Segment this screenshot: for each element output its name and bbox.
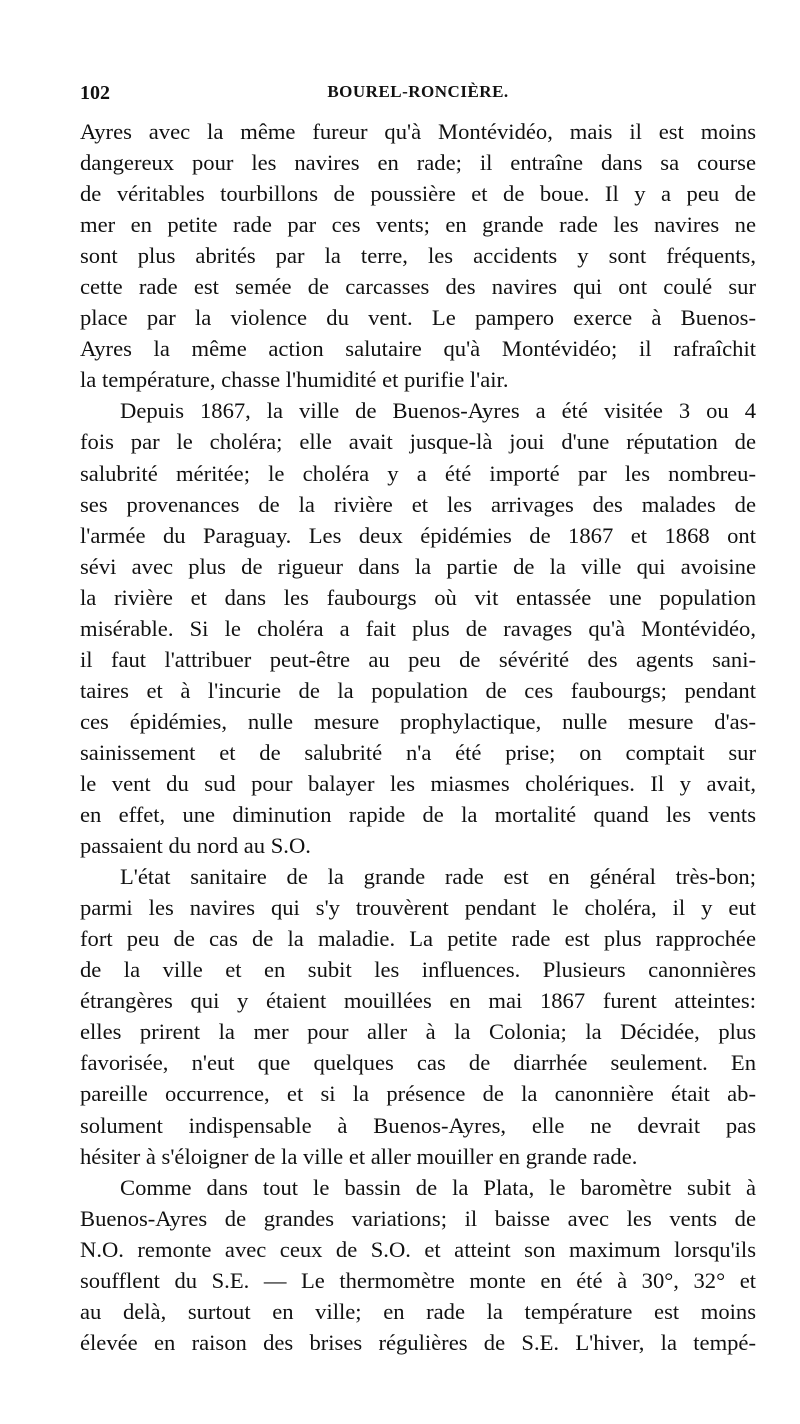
text-line: en effet, une diminution rapide de la mortalité quand les vents	[80, 802, 756, 828]
text-line: Ayres la même action salutaire qu'à Montévidéo; il rafraîchit	[80, 336, 756, 362]
text-line: elles prirent la mer pour aller à la Colonia; la Décidée, plus	[80, 1019, 756, 1045]
text-line: misérable. Si le choléra a fait plus de ravages qu'à Montévidéo,	[80, 615, 756, 641]
text-line: ses provenances de la rivière et les arrivages des malades de	[80, 491, 756, 517]
text-line: cette rade est semée de carcasses des navires qui ont coulé sur	[80, 274, 756, 300]
text-line: hésiter à s'éloigner de la ville et aller mouiller en grande rade.	[80, 1143, 638, 1169]
text-line: soufflent du S.E. — Le thermomètre monte en été à 30°, 32° et	[80, 1267, 756, 1293]
text-line: fort peu de cas de la maladie. La petite rade est plus rapprochée	[80, 926, 756, 952]
text-line: élevée en raison des brises régulières de S.E. L'hiver, la tempé-	[80, 1329, 756, 1355]
text-line: de véritables tourbillons de poussière et de boue. Il y a peu de	[80, 181, 756, 207]
text-line: L'état sanitaire de la grande rade est en général très-bon;	[120, 864, 756, 890]
page-number: 102	[80, 82, 110, 104]
text-line: le vent du sud pour balayer les miasmes cholériques. Il y avait,	[80, 770, 756, 796]
text-line: favorisée, n'eut que quelques cas de diarrhée seulement. En	[80, 1050, 756, 1076]
text-line: il faut l'attribuer peut-être au peu de sévérité des agents sani-	[80, 646, 756, 672]
text-line: l'armée du Paraguay. Les deux épidémies de 1867 et 1868 ont	[80, 522, 756, 548]
text-line: sont plus abrités par la terre, les accidents y sont fréquents,	[80, 243, 756, 269]
page-header	[80, 82, 756, 112]
text-line: mer en petite rade par ces vents; en grande rade les navires ne	[80, 212, 756, 238]
text-line: étrangères qui y étaient mouillées en mai 1867 furent atteintes:	[80, 988, 756, 1014]
text-line: Ayres avec la même fureur qu'à Montévidéo, mais il est moins	[80, 119, 756, 144]
text-line: de la ville et en subit les influences. Plusieurs canonnières	[80, 957, 756, 983]
text-line: sévi avec plus de rigueur dans la partie de la ville qui avoisine	[80, 553, 756, 579]
text-line: salubrité méritée; le choléra y a été importé par les nombreu-	[80, 460, 756, 486]
text-line: solument indispensable à Buenos-Ayres, elle ne devrait pas	[80, 1112, 756, 1138]
text-line: taires et à l'incurie de la population de ces faubourgs; pendant	[80, 677, 756, 703]
text-line: place par la violence du vent. Le pampero exerce à Buenos-	[80, 305, 756, 331]
text-line: fois par le choléra; elle avait jusque-là joui d'une réputation de	[80, 429, 756, 455]
text-line: la température, chasse l'humidité et purifie l'air.	[80, 367, 509, 393]
body-text	[80, 116, 756, 1358]
text-line: pareille occurrence, et si la présence de la canonnière était ab-	[80, 1081, 756, 1107]
text-line: passaient du nord au S.O.	[80, 833, 311, 859]
text-line: Depuis 1867, la ville de Buenos-Ayres a été visitée 3 ou 4	[120, 398, 756, 424]
text-line: Comme dans tout le bassin de la Plata, le baromètre subit à	[120, 1174, 756, 1200]
running-title: BOUREL-RONCIÈRE.	[327, 82, 509, 101]
text-line: Buenos-Ayres de grandes variations; il baisse avec les vents de	[80, 1205, 756, 1231]
text-line: dangereux pour les navires en rade; il entraîne dans sa course	[80, 150, 756, 176]
text-line: ces épidémies, nulle mesure prophylactique, nulle mesure d'as-	[80, 708, 756, 734]
text-line: la rivière et dans les faubourgs où vit entassée une population	[80, 584, 756, 610]
text-line: N.O. remonte avec ceux de S.O. et atteint son maximum lorsqu'ils	[80, 1236, 756, 1262]
text-line: sainissement et de salubrité n'a été prise; on comptait sur	[80, 739, 756, 765]
text-line: au delà, surtout en ville; en rade la température est moins	[80, 1298, 756, 1324]
text-line: parmi les navires qui s'y trouvèrent pendant le choléra, il y eut	[80, 895, 756, 921]
